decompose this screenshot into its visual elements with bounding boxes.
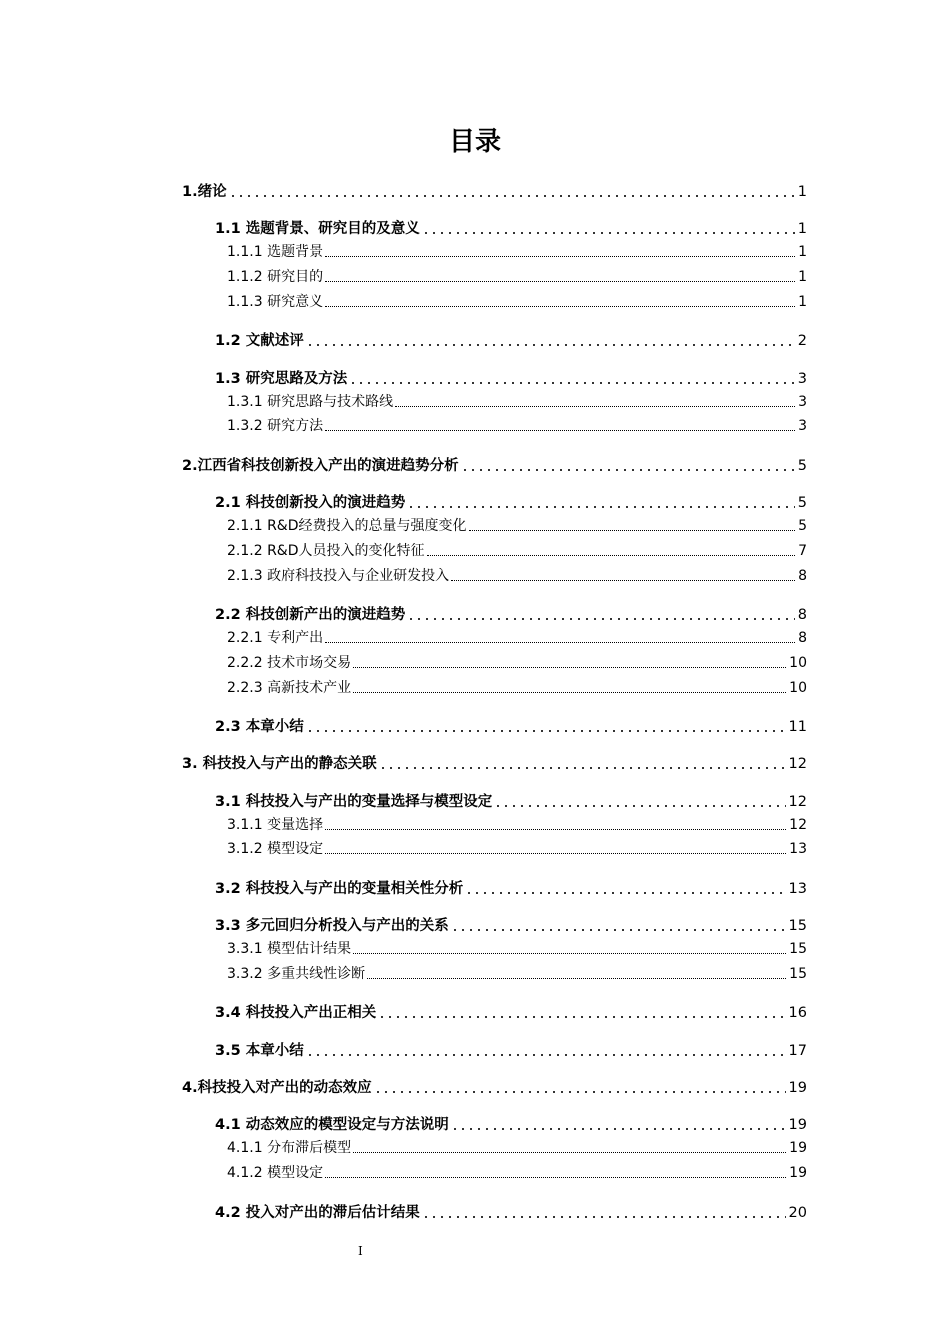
toc-entry-label: 1.绪论 bbox=[182, 184, 227, 200]
toc-entry-page: 1 bbox=[797, 221, 807, 237]
toc-entry-page: 11 bbox=[788, 719, 807, 735]
dot-leader bbox=[427, 555, 796, 556]
toc-entry-page: 19 bbox=[789, 1165, 807, 1181]
dot-leader bbox=[461, 469, 795, 471]
toc-entry-page: 3 bbox=[798, 394, 807, 410]
toc-entry-level-2[interactable] bbox=[215, 914, 807, 936]
toc-entry-level-1[interactable] bbox=[182, 1076, 807, 1098]
toc-entry-level-3[interactable] bbox=[227, 291, 807, 313]
toc-entry-page: 16 bbox=[788, 1005, 807, 1021]
dot-leader bbox=[325, 430, 795, 431]
toc-entry-label: 2.1.3 政府科技投入与企业研发投入 bbox=[227, 568, 450, 584]
toc-entry-label: 4.1.2 模型设定 bbox=[227, 1165, 324, 1181]
toc-entry-page: 3 bbox=[797, 371, 807, 387]
toc-entry-page: 12 bbox=[788, 756, 807, 772]
toc-entry-label: 4.1 动态效应的模型设定与方法说明 bbox=[215, 1117, 449, 1133]
toc-entry-page: 19 bbox=[789, 1140, 807, 1156]
toc-entry-page: 13 bbox=[788, 881, 807, 897]
toc-entry-label: 1.2 文献述评 bbox=[215, 333, 304, 349]
dot-leader bbox=[353, 667, 786, 668]
toc-entry-label: 1.1.1 选题背景 bbox=[227, 244, 324, 260]
dot-leader bbox=[325, 642, 795, 643]
toc-entry-level-2[interactable] bbox=[215, 329, 807, 351]
toc-entry-page: 1 bbox=[797, 184, 807, 200]
toc-entry-label: 2.1.1 R&D经费投入的总量与强度变化 bbox=[227, 518, 467, 534]
toc-entry-page: 15 bbox=[788, 918, 807, 934]
dot-leader bbox=[353, 953, 786, 954]
toc-entry-page: 8 bbox=[798, 568, 807, 584]
dot-leader bbox=[378, 1016, 785, 1018]
toc-entry-label: 4.科技投入对产出的动态效应 bbox=[182, 1080, 372, 1096]
dot-leader bbox=[469, 530, 796, 531]
page-number-footer: I bbox=[358, 1244, 363, 1258]
toc-entry-level-3[interactable] bbox=[227, 241, 807, 263]
toc-entry-level-2[interactable] bbox=[215, 877, 807, 899]
toc-entry-label: 3.1.1 变量选择 bbox=[227, 817, 324, 833]
toc-entry-level-2[interactable] bbox=[215, 603, 807, 625]
dot-leader bbox=[407, 506, 795, 508]
dot-leader bbox=[422, 232, 795, 234]
toc-entry-level-3[interactable] bbox=[227, 677, 807, 699]
toc-entry-level-3[interactable] bbox=[227, 1162, 807, 1184]
toc-entry-label: 2.1 科技创新投入的演进趋势 bbox=[215, 495, 406, 511]
dot-leader bbox=[325, 1177, 786, 1178]
toc-entry-page: 17 bbox=[788, 1043, 807, 1059]
toc-entry-level-2[interactable] bbox=[215, 1113, 807, 1135]
toc-entry-page: 19 bbox=[788, 1117, 807, 1133]
toc-entry-level-3[interactable] bbox=[227, 515, 807, 537]
toc-entry-page: 8 bbox=[797, 607, 807, 623]
dot-leader bbox=[451, 1128, 786, 1130]
toc-entry-level-3[interactable] bbox=[227, 652, 807, 674]
toc-entry-label: 3.4 科技投入产出正相关 bbox=[215, 1005, 377, 1021]
toc-entry-label: 3.3.1 模型估计结果 bbox=[227, 941, 352, 957]
dot-leader bbox=[367, 978, 786, 979]
toc-entry-page: 7 bbox=[798, 543, 807, 559]
dot-leader bbox=[325, 281, 795, 282]
toc-entry-label: 1.1.2 研究目的 bbox=[227, 269, 324, 285]
dot-leader bbox=[451, 580, 795, 581]
toc-entry-label: 3.3 多元回归分析投入与产出的关系 bbox=[215, 918, 449, 934]
toc-entry-page: 1 bbox=[798, 269, 807, 285]
toc-entry-level-2[interactable] bbox=[215, 715, 807, 737]
toc-entry-label: 1.1.3 研究意义 bbox=[227, 294, 324, 310]
toc-entry-level-2[interactable] bbox=[215, 1201, 807, 1223]
dot-leader bbox=[353, 1152, 786, 1153]
toc-entry-label: 2.2.1 专利产出 bbox=[227, 630, 324, 646]
toc-entry-level-2[interactable] bbox=[215, 491, 807, 513]
toc-entry-level-3[interactable] bbox=[227, 415, 807, 437]
toc-entry-label: 2.3 本章小结 bbox=[215, 719, 304, 735]
toc-entry-level-3[interactable] bbox=[227, 963, 807, 985]
toc-entry-level-2[interactable] bbox=[215, 1001, 807, 1023]
dot-leader bbox=[353, 692, 786, 693]
toc-entry-level-3[interactable] bbox=[227, 1137, 807, 1159]
dot-leader bbox=[229, 195, 795, 197]
toc-entry-label: 1.1 选题背景、研究目的及意义 bbox=[215, 221, 420, 237]
toc-entry-page: 13 bbox=[789, 841, 807, 857]
toc-entry-level-2[interactable] bbox=[215, 1039, 807, 1061]
toc-entry-label: 2.江西省科技创新投入产出的演进趋势分析 bbox=[182, 458, 459, 474]
dot-leader bbox=[374, 1091, 786, 1093]
dot-leader bbox=[306, 344, 795, 346]
toc-entry-page: 20 bbox=[788, 1205, 807, 1221]
dot-leader bbox=[422, 1216, 786, 1218]
toc-entry-page: 12 bbox=[789, 817, 807, 833]
dot-leader bbox=[306, 730, 786, 732]
toc-entry-page: 15 bbox=[789, 941, 807, 957]
dot-leader bbox=[494, 805, 785, 807]
toc-entry-page: 2 bbox=[797, 333, 807, 349]
toc-entry-level-3[interactable] bbox=[227, 814, 807, 836]
toc-entry-label: 3.2 科技投入与产出的变量相关性分析 bbox=[215, 881, 464, 897]
toc-entry-level-1[interactable] bbox=[182, 752, 807, 774]
toc-entry-page: 1 bbox=[798, 294, 807, 310]
toc-entry-label: 2.2.3 高新技术产业 bbox=[227, 680, 352, 696]
toc-entry-level-2[interactable] bbox=[215, 217, 807, 239]
toc-entry-level-3[interactable] bbox=[227, 266, 807, 288]
dot-leader bbox=[451, 929, 786, 931]
toc-entry-page: 10 bbox=[789, 680, 807, 696]
toc-entry-level-3[interactable] bbox=[227, 540, 807, 562]
toc-entry-level-2[interactable] bbox=[215, 367, 807, 389]
dot-leader bbox=[465, 892, 785, 894]
toc-entry-label: 2.2.2 技术市场交易 bbox=[227, 655, 352, 671]
toc-entry-level-3[interactable] bbox=[227, 838, 807, 860]
toc-title: 目录 bbox=[448, 127, 501, 157]
toc-entry-level-3[interactable] bbox=[227, 627, 807, 649]
dot-leader bbox=[325, 853, 786, 854]
dot-leader bbox=[349, 382, 795, 384]
dot-leader bbox=[325, 256, 795, 257]
toc-entry-page: 15 bbox=[789, 966, 807, 982]
dot-leader bbox=[407, 618, 795, 620]
toc-entry-label: 2.2 科技创新产出的演进趋势 bbox=[215, 607, 406, 623]
toc-entry-label: 4.1.1 分布滞后模型 bbox=[227, 1140, 352, 1156]
toc-entry-level-1[interactable] bbox=[182, 454, 807, 476]
dot-leader bbox=[306, 1054, 786, 1056]
toc-entry-level-3[interactable] bbox=[227, 938, 807, 960]
toc-entry-level-3[interactable] bbox=[227, 565, 807, 587]
dot-leader bbox=[395, 406, 795, 407]
toc-entry-page: 5 bbox=[797, 458, 807, 474]
toc-entry-label: 3. 科技投入与产出的静态关联 bbox=[182, 756, 377, 772]
dot-leader bbox=[325, 306, 795, 307]
toc-entry-level-3[interactable] bbox=[227, 391, 807, 413]
toc-entry-label: 4.2 投入对产出的滞后估计结果 bbox=[215, 1205, 420, 1221]
toc-entry-page: 10 bbox=[789, 655, 807, 671]
toc-entry-level-2[interactable] bbox=[215, 790, 807, 812]
toc-entry-label: 1.3.2 研究方法 bbox=[227, 418, 324, 434]
toc-entry-label: 1.3 研究思路及方法 bbox=[215, 371, 348, 387]
dot-leader bbox=[379, 767, 786, 769]
toc-entry-label: 1.3.1 研究思路与技术路线 bbox=[227, 394, 394, 410]
toc-entry-page: 12 bbox=[788, 794, 807, 810]
toc-entry-page: 1 bbox=[798, 244, 807, 260]
toc-entry-page: 5 bbox=[797, 495, 807, 511]
toc-entry-level-1[interactable] bbox=[182, 180, 807, 202]
dot-leader bbox=[325, 829, 786, 830]
toc-entry-page: 3 bbox=[798, 418, 807, 434]
toc-entry-label: 2.1.2 R&D人员投入的变化特征 bbox=[227, 543, 425, 559]
toc-entry-label: 3.1.2 模型设定 bbox=[227, 841, 324, 857]
toc-entry-label: 3.5 本章小结 bbox=[215, 1043, 304, 1059]
toc-entry-page: 5 bbox=[798, 518, 807, 534]
toc-entry-page: 19 bbox=[788, 1080, 807, 1096]
toc-entry-label: 3.1 科技投入与产出的变量选择与模型设定 bbox=[215, 794, 493, 810]
toc-entry-page: 8 bbox=[798, 630, 807, 646]
toc-entry-label: 3.3.2 多重共线性诊断 bbox=[227, 966, 366, 982]
